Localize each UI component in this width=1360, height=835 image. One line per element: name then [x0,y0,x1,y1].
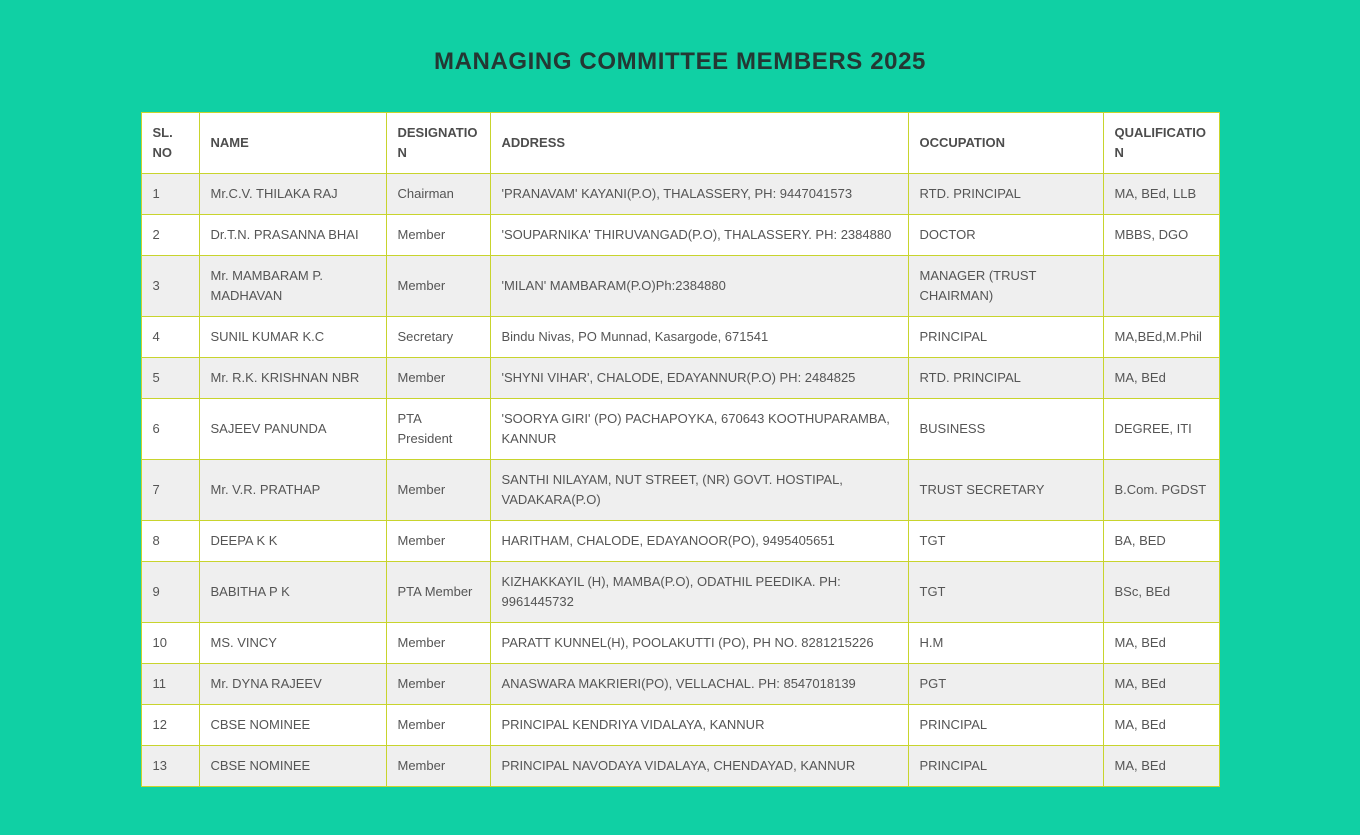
table-row [141,746,1219,787]
managing-committee-table [141,112,1220,787]
cell-name: Dr.T.N. PRASANNA BHAI [199,215,386,256]
cell-address: PARATT KUNNEL(H), POOLAKUTTI (PO), PH NO. 8281215226 [490,623,908,664]
table-row [141,399,1219,460]
cell-address: 'SOUPARNIKA' THIRUVANGAD(P.O), THALASSERY. PH: 2384880 [490,215,908,256]
cell-occupation: PRINCIPAL [908,317,1103,358]
cell-qualification: MA, BEd [1103,705,1219,746]
cell-occupation: PGT [908,664,1103,705]
table-row [141,174,1219,215]
cell-occupation: RTD. PRINCIPAL [908,174,1103,215]
cell-sl: 13 [141,746,199,787]
table-row [141,317,1219,358]
column-header-qualification: QUALIFICATION [1103,113,1219,174]
cell-name: SUNIL KUMAR K.C [199,317,386,358]
cell-qualification [1103,256,1219,317]
table-row [141,705,1219,746]
cell-qualification: B.Com. PGDST [1103,460,1219,521]
cell-occupation: DOCTOR [908,215,1103,256]
cell-occupation: MANAGER (TRUST CHAIRMAN) [908,256,1103,317]
cell-qualification: MA, BEd [1103,664,1219,705]
cell-sl: 3 [141,256,199,317]
cell-sl: 2 [141,215,199,256]
table-row [141,256,1219,317]
cell-occupation: BUSINESS [908,399,1103,460]
cell-name: Mr. MAMBARAM P. MADHAVAN [199,256,386,317]
table-header-row [141,113,1219,174]
cell-qualification: MA, BEd [1103,623,1219,664]
column-header-address: ADDRESS [490,113,908,174]
cell-sl: 1 [141,174,199,215]
cell-occupation: PRINCIPAL [908,705,1103,746]
table-row [141,623,1219,664]
column-header-name: NAME [199,113,386,174]
cell-address: KIZHAKKAYIL (H), MAMBA(P.O), ODATHIL PEEDIKA. PH: 9961445732 [490,562,908,623]
cell-address: SANTHI NILAYAM, NUT STREET, (NR) GOVT. HOSTIPAL, VADAKARA(P.O) [490,460,908,521]
cell-name: MS. VINCY [199,623,386,664]
cell-occupation: PRINCIPAL [908,746,1103,787]
cell-occupation: TGT [908,521,1103,562]
cell-name: Mr. V.R. PRATHAP [199,460,386,521]
page-title: MANAGING COMMITTEE MEMBERS 2025 [434,48,926,75]
cell-name: Mr. R.K. KRISHNAN NBR [199,358,386,399]
cell-address: ANASWARA MAKRIERI(PO), VELLACHAL. PH: 8547018139 [490,664,908,705]
cell-name: Mr. DYNA RAJEEV [199,664,386,705]
cell-name: DEEPA K K [199,521,386,562]
cell-designation: PTA Member [386,562,490,623]
cell-address: Bindu Nivas, PO Munnad, Kasargode, 671541 [490,317,908,358]
cell-sl: 12 [141,705,199,746]
column-header-designation: DESIGNATION [386,113,490,174]
table-row [141,215,1219,256]
cell-name: BABITHA P K [199,562,386,623]
table-row [141,562,1219,623]
cell-designation: Secretary [386,317,490,358]
cell-qualification: BA, BED [1103,521,1219,562]
cell-designation: Member [386,623,490,664]
cell-designation: Member [386,664,490,705]
cell-address: 'PRANAVAM' KAYANI(P.O), THALASSERY, PH: 9447041573 [490,174,908,215]
cell-address: 'SHYNI VIHAR', CHALODE, EDAYANNUR(P.O) PH: 2484825 [490,358,908,399]
table-row [141,358,1219,399]
cell-address: PRINCIPAL NAVODAYA VIDALAYA, CHENDAYAD, KANNUR [490,746,908,787]
cell-sl: 5 [141,358,199,399]
table-row [141,664,1219,705]
cell-designation: Chairman [386,174,490,215]
cell-qualification: MA, BEd [1103,746,1219,787]
cell-name: Mr.C.V. THILAKA RAJ [199,174,386,215]
cell-sl: 6 [141,399,199,460]
cell-occupation: TGT [908,562,1103,623]
table-row [141,460,1219,521]
cell-qualification: MBBS, DGO [1103,215,1219,256]
cell-sl: 7 [141,460,199,521]
cell-address: PRINCIPAL KENDRIYA VIDALAYA, KANNUR [490,705,908,746]
cell-designation: Member [386,746,490,787]
cell-address: HARITHAM, CHALODE, EDAYANOOR(PO), 9495405651 [490,521,908,562]
cell-sl: 8 [141,521,199,562]
cell-designation: Member [386,460,490,521]
cell-qualification: DEGREE, ITI [1103,399,1219,460]
column-header-sl: SL. NO [141,113,199,174]
cell-qualification: MA, BEd [1103,358,1219,399]
cell-address: 'SOORYA GIRI' (PO) PACHAPOYKA, 670643 KOOTHUPARAMBA, KANNUR [490,399,908,460]
cell-designation: Member [386,705,490,746]
cell-qualification: MA, BEd, LLB [1103,174,1219,215]
cell-designation: Member [386,215,490,256]
cell-designation: Member [386,358,490,399]
cell-sl: 10 [141,623,199,664]
cell-name: SAJEEV PANUNDA [199,399,386,460]
cell-occupation: TRUST SECRETARY [908,460,1103,521]
cell-occupation: RTD. PRINCIPAL [908,358,1103,399]
cell-designation: Member [386,521,490,562]
cell-name: CBSE NOMINEE [199,705,386,746]
cell-occupation: H.M [908,623,1103,664]
table-row [141,521,1219,562]
cell-sl: 9 [141,562,199,623]
cell-address: 'MILAN' MAMBARAM(P.O)Ph:2384880 [490,256,908,317]
cell-qualification: MA,BEd,M.Phil [1103,317,1219,358]
cell-sl: 4 [141,317,199,358]
cell-designation: Member [386,256,490,317]
cell-name: CBSE NOMINEE [199,746,386,787]
cell-qualification: BSc, BEd [1103,562,1219,623]
column-header-occupation: OCCUPATION [908,113,1103,174]
cell-sl: 11 [141,664,199,705]
cell-designation: PTA President [386,399,490,460]
